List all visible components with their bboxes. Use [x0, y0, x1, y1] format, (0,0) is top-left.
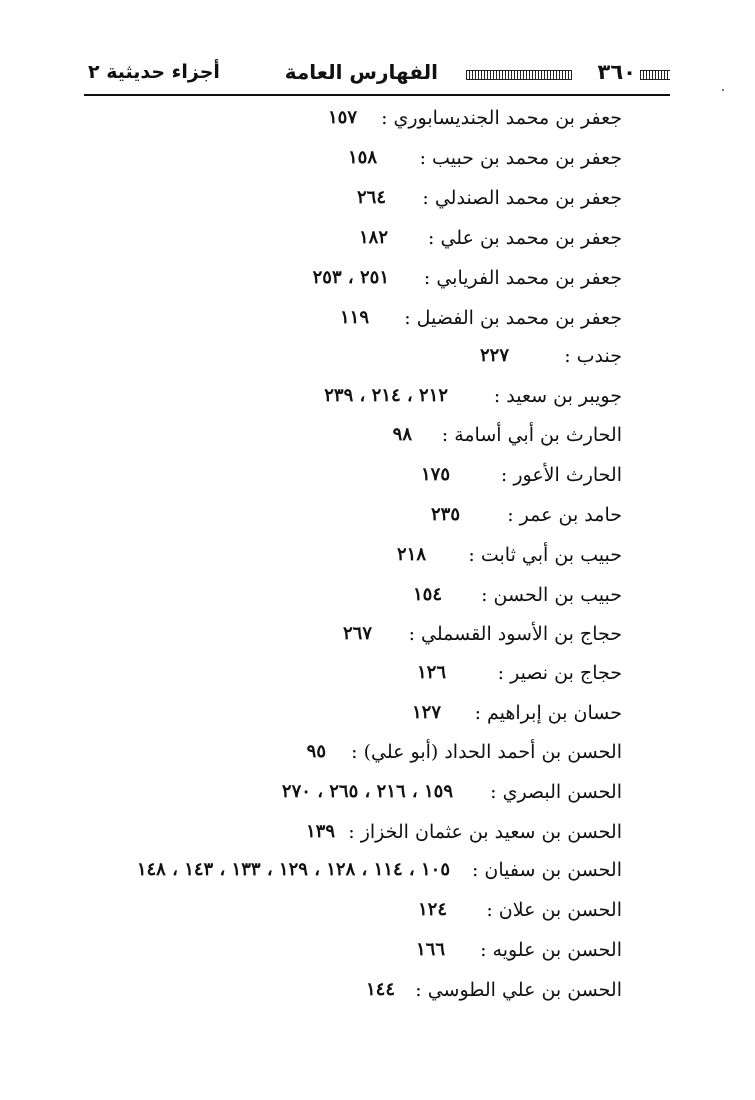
- entry-pages: ٩٥: [306, 741, 326, 762]
- entry-name: حبيب بن الحسن :: [481, 584, 622, 606]
- index-entry: [300, 975, 622, 1005]
- entry-name: جويبر بن سعيد :: [493, 385, 622, 407]
- index-entry: [300, 658, 622, 688]
- index-entry: [300, 935, 622, 965]
- entry-name: الحسن بن سفيان :: [471, 859, 622, 881]
- entry-name: الحارث بن أبي أسامة :: [441, 424, 622, 446]
- entry-pages: ٢١٢ ، ٢١٤ ، ٢٣٩: [324, 385, 448, 406]
- entry-name: الحسن بن أحمد الحداد (أبو علي) :: [351, 741, 622, 763]
- entry-pages: ٢٣٥: [430, 504, 460, 525]
- entry-pages: ١٥٧: [327, 107, 357, 128]
- entry-pages: ١٦٦: [415, 939, 445, 960]
- index-entry: [300, 303, 622, 333]
- entry-pages: ١٧٥: [420, 464, 450, 485]
- entry-pages: ٩٨: [392, 424, 412, 445]
- index-entry: [300, 183, 622, 213]
- index-entry: [300, 341, 622, 371]
- entry-pages: ٢٥١ ، ٢٥٣: [312, 267, 389, 288]
- index-entry: [300, 103, 622, 133]
- entry-name: الحسن بن علي الطوسي :: [415, 979, 622, 1001]
- index-entry: [300, 619, 622, 649]
- index-entry: [300, 381, 622, 411]
- entry-pages: ١٢٧: [411, 702, 441, 723]
- running-header: [84, 58, 670, 92]
- margin-mark: [722, 89, 724, 91]
- index-entry: [300, 420, 622, 450]
- index-entry: [300, 698, 622, 728]
- entry-pages: ١٤٤: [365, 979, 395, 1000]
- entry-pages: ١٢٦: [416, 662, 446, 683]
- entry-pages: ٢٢٧: [479, 345, 509, 366]
- entry-pages: ٢٦٧: [342, 623, 372, 644]
- entry-name: جعفر بن محمد بن حبيب :: [419, 147, 622, 169]
- index-entry: [300, 460, 622, 490]
- entry-pages: ٢٦٤: [356, 187, 386, 208]
- entry-pages: ١٥٩ ، ٢١٦ ، ٢٦٥ ، ٢٧٠: [281, 781, 453, 802]
- section-title: الفهارس العامة: [281, 60, 442, 84]
- entry-name: جعفر بن محمد الصندلي :: [422, 187, 622, 209]
- entry-pages: ١٥٨: [347, 147, 377, 168]
- index-entry: [300, 500, 622, 530]
- entry-pages: ٢١٨: [396, 544, 426, 565]
- entry-name: جندب :: [564, 345, 622, 367]
- entry-pages: ١٢٤: [417, 899, 447, 920]
- entry-pages: ١١٩: [339, 307, 369, 328]
- index-entry: [300, 143, 622, 173]
- entry-name: حجاج بن نصير :: [497, 662, 622, 684]
- entry-name: حامد بن عمر :: [507, 504, 622, 526]
- index-entry: [260, 817, 622, 847]
- entry-name: جعفر بن محمد بن الفضيل :: [404, 307, 622, 329]
- header-rule: [84, 94, 670, 96]
- entry-name: حجاج بن الأسود القسملي :: [408, 623, 622, 645]
- entry-name: الحسن البصري :: [490, 781, 622, 803]
- entry-name: الحارث الأعور :: [500, 464, 622, 486]
- entry-name: جعفر بن محمد بن علي :: [428, 227, 622, 249]
- entry-name: الحسن بن سعيد بن عثمان الخزاز :: [348, 821, 622, 843]
- index-entry: [300, 737, 622, 767]
- entry-name: جعفر بن محمد الفريابي :: [423, 267, 622, 289]
- entry-name: الحسن بن علويه :: [480, 939, 622, 961]
- index-entry: [300, 540, 622, 570]
- entry-name: حسان بن إبراهيم :: [474, 702, 622, 724]
- index-entry: [260, 777, 622, 807]
- entry-pages: ١٠٥ ، ١١٤ ، ١٢٨ ، ١٢٩ ، ١٣٣ ، ١٤٣ ، ١٤٨: [136, 859, 450, 880]
- index-entry: [300, 223, 622, 253]
- header-ornament: [466, 70, 572, 80]
- book-title: أجزاء حديثية ٢: [84, 61, 224, 83]
- index-entry: [300, 580, 622, 610]
- entry-pages: ١٥٤: [412, 584, 442, 605]
- entry-name: الحسن بن علان :: [486, 899, 622, 921]
- index-entry: [300, 263, 622, 293]
- page-number: ٣٦٠: [594, 60, 640, 84]
- index-entry: [300, 895, 622, 925]
- entry-pages: ١٨٢: [358, 227, 388, 248]
- index-entry: [100, 855, 622, 885]
- entry-name: جعفر بن محمد الجنديسابوري :: [381, 107, 622, 129]
- entry-pages: ١٣٩: [305, 821, 335, 842]
- entry-name: حبيب بن أبي ثابت :: [468, 544, 622, 566]
